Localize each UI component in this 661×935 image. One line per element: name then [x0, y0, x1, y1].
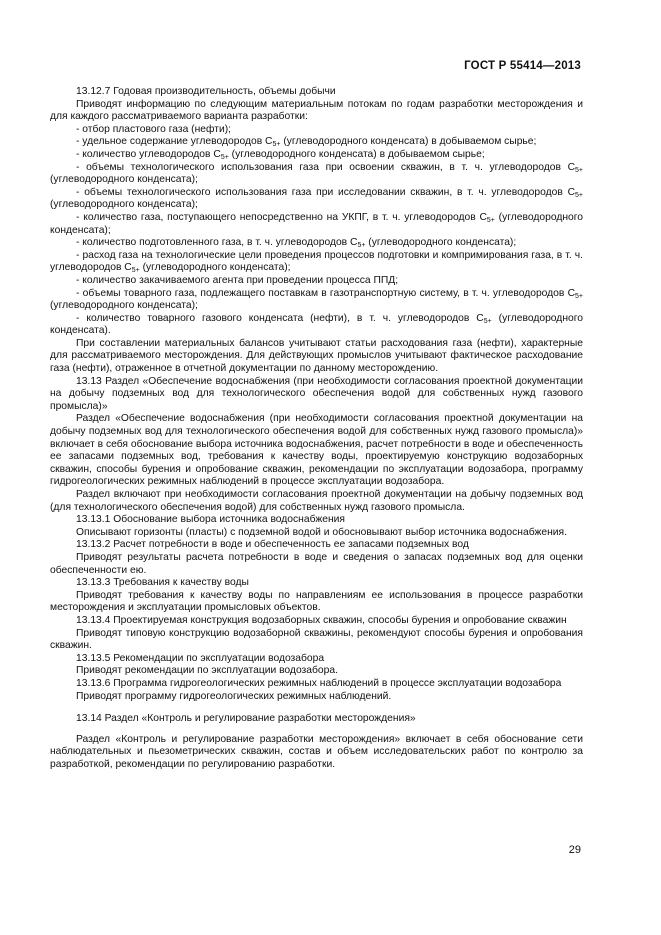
subsection-heading: 13.13.2 Расчет потребности в воде и обеспеченность ее запасами подземных вод	[76, 539, 469, 551]
subsection-heading: 13.13.3 Требования к качеству воды	[76, 577, 249, 589]
list-item: - количество закачиваемого агента при проведении процесса ППД;	[76, 274, 399, 286]
list-item-text: - расход газа на технологические цели проведения процессов подготовки и компримирования газа, в т. ч. углеводородов С	[50, 249, 583, 274]
paragraph: Раздел «Обеспечение водоснабжения (при необходимости согласования проектной документации на добычу подземных вод для технологического обеспечения водой для собственных нужд газового промысла)» включает в себя обоснование выбора источника водоснабжения, расчет потребности в воде и обеспеченность ее запасами подземных вод, требования к качеству воды, проектируемую конструкцию водозаборных скважин, способы бурения и опробование скважин, рекомендации по эксплуатации водозабора, программу гидрогеологических режимных наблюдений в процессе эксплуатации водозабора.	[50, 413, 583, 488]
subscript: 5+	[357, 242, 366, 250]
subsection-heading: 13.13.5 Рекомендации по эксплуатации водозабора	[76, 652, 325, 664]
subscript: 5+	[483, 317, 492, 325]
list-item	[50, 136, 583, 149]
list-item	[50, 250, 583, 275]
list-item	[50, 149, 583, 162]
list-item-text: - количество газа, поступающего непосредственно на УКПГ, в т. ч. углеводородов С	[76, 211, 487, 223]
list-item-text: (углеводородного конденсата);	[139, 262, 291, 274]
paragraph: Приводят информацию по следующим материальным потокам по годам разработки месторождения и для каждого рассматриваемого варианта разработки:	[50, 98, 583, 123]
list-item-text: (углеводородного конденсата);	[365, 237, 517, 249]
page-number: 29	[568, 844, 581, 856]
paragraph: Приводят требования к качеству воды по направлениям ее использования в процессе разработки месторождения и эксплуатации промысловых объектов.	[50, 589, 583, 614]
list-item-text: - объемы технологического использования газа при освоении скважин, в т. ч. углеводородов С	[76, 161, 576, 173]
paragraph: Раздел «Контроль и регулирование разработки месторождения» включает в себя обоснование сети наблюдательных и пьезометрических скважин, состав и объем исследовательских работ по контролю за разработкой, рекомендации по регулированию разработки.	[50, 733, 583, 770]
list-item	[50, 187, 583, 212]
list-item: - отбор пластового газа (нефти);	[76, 123, 231, 135]
list-item-text: - количество подготовленного газа, в т. ч. углеводородов С	[76, 237, 358, 249]
paragraph: Приводят результаты расчета потребности в воде и сведения о запасах подземных вод для оценки обеспеченности ею.	[50, 551, 583, 576]
list-item-text: (углеводородного конденсата) в добываемом сырье;	[280, 136, 537, 148]
subscript: 5+	[486, 216, 495, 224]
subscript: 5+	[575, 292, 583, 300]
list-item-text: - удельное содержание углеводородов С	[76, 136, 273, 148]
subsection-heading: 13.13.1 Обоснование выбора источника водоснабжения	[76, 514, 346, 526]
list-item-text: (углеводородного конденсата);	[50, 174, 198, 186]
subscript: 5+	[575, 166, 583, 174]
list-item-text: (углеводородного конденсата) в добываемом сырье;	[228, 148, 485, 160]
list-item-text: (углеводородного конденсата);	[50, 211, 583, 236]
list-item	[50, 212, 583, 237]
paragraph: Описывают горизонты (пласты) с подземной водой и обосновывают выбор источника водоснабжения.	[76, 526, 567, 538]
paragraph: Раздел включают при необходимости согласования проектной документации на добычу подземных вод (для технологического обеспечения водой) для собственных нужд газового промысла.	[50, 489, 583, 513]
list-item	[50, 288, 583, 313]
list-item-text: - количество углеводородов С	[76, 148, 221, 160]
subsection-heading: 13.12.7 Годовая производительность, объемы добычи	[76, 86, 336, 97]
list-item-text: - количество товарного газового конденсата (нефти), в т. ч. углеводородов С	[76, 312, 484, 324]
subscript: 5+	[220, 153, 229, 161]
subsection-heading: 13.13.4 Проектируемая конструкция водозаборных скважин, способы бурения и опробование скважин	[76, 614, 567, 626]
paragraph: Приводят типовую конструкцию водозаборной скважины, рекомендуют способы бурения и опробования скважин.	[50, 627, 583, 652]
paragraph: При составлении материальных балансов учитывают статьи расходования газа (нефти), характерные для рассматриваемого месторождения. Для действующих промыслов учитывают фактическое расходование газа (нефти), отраженное в отчетной документации по данному месторождению.	[50, 337, 583, 375]
list-item	[50, 237, 583, 250]
list-item	[50, 162, 583, 187]
paragraph: Приводят программу гидрогеологических режимных наблюдений.	[76, 690, 392, 702]
list-item-text: (углеводородного конденсата).	[50, 312, 583, 337]
list-item-text: - объемы технологического использования газа при исследовании скважин, в т. ч. углеводородов С	[76, 186, 576, 198]
document-body	[50, 86, 583, 771]
document-header: ГОСТ Р 55414—2013	[464, 60, 581, 72]
subscript: 5+	[272, 141, 281, 149]
list-item-text: (углеводородного конденсата);	[50, 199, 198, 211]
list-item-text: (углеводородного конденсата);	[50, 300, 198, 312]
subscript: 5+	[131, 267, 140, 275]
list-item	[50, 313, 583, 338]
subscript: 5+	[575, 191, 583, 199]
list-item-text: - объемы товарного газа, подлежащего поставкам в газотранспортную систему, в т. ч. углеводородов С	[76, 287, 576, 299]
paragraph: Приводят рекомендации по эксплуатации водозабора.	[76, 665, 338, 677]
section-heading: 13.14 Раздел «Контроль и регулирование разработки месторождения»	[76, 713, 416, 725]
section-heading: 13.13 Раздел «Обеспечение водоснабжения (при необходимости согласования проектной документации на добычу подземных вод для технологического обеспечения водой для собственных нужд газового промысла)»	[50, 375, 583, 412]
subsection-heading: 13.13.6 Программа гидрогеологических режимных наблюдений в процессе эксплуатации водозабора	[76, 677, 562, 689]
